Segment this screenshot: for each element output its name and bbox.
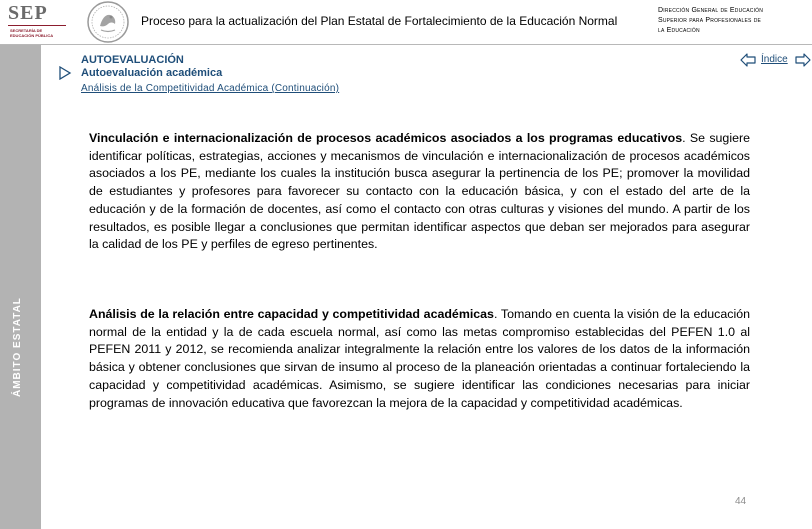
mexico-seal-icon [86,0,130,44]
paragraph-vinculacion [89,130,750,254]
section-link[interactable]: Análisis de la Competitividad Académica (Continuación) [81,83,340,94]
document-title: Proceso para la actualización del Plan Estatal de Fortalecimiento de la Educación Normal [141,14,618,28]
arrow-left-icon[interactable] [740,53,756,67]
sidebar [0,45,41,529]
paragraph-vinculacion-heading: Vinculación e internacionalización de procesos académicos asociados a los programas educativos [89,131,683,145]
header [0,0,812,44]
institution-line-2: Superior para Profesionales de [658,17,762,24]
paragraph-analisis-text: . Tomando en cuenta la visión de la educación normal de la entidad y la de cada escuela normal, así como las metas compromiso establecidas del PEFEN 1.0 al PEFEN 2011 y 2012, se recomienda analizar integralmente la relación entre los valores de los datos de la información básica y obtener conclusiones que sirvan de insumo al proceso de la planeación orientadas a continuar fortaleciendo la capacidad y competitividad académicas. Asimismo, se sugiere identificar las condiciones necesarias para iniciar programas de innovación educativa que favorezcan la mejora de la capacidad y competitividad académicas. [89,307,750,410]
sidebar-label: ÁMBITO ESTATAL [12,297,23,397]
index-link[interactable]: Índice [761,54,788,65]
paragraph-analisis-heading: Análisis de la relación entre capacidad y competitividad académicas [89,307,494,321]
play-triangle-icon [58,66,72,80]
sep-logo-subtitle-2: EDUCACIÓN PÚBLICA [10,33,54,38]
institution-name [658,6,803,36]
institution-line-1: Dirección General de Educación [658,7,764,14]
sep-logo-subtitle-1: SECRETARÍA DE [10,28,43,33]
section-title: AUTOEVALUACIÓN [81,54,184,66]
paragraph-vinculacion-text: . Se sugiere identificar políticas, estrategias, acciones y mecanismos de vinculación e internacionalización de procesos académicos asociados a los PE, mediante los cuales la institución busca asegurar la pertinencia de los PE; promover la movilidad de estudiantes y profesores para favorecer su contacto con la educación básica, y con el estado del arte de la educación y de la formación de docentes, así como el contacto con otras culturas y visiones del mundo. A partir de los resultados, es posible llegar a conclusiones que permitan identificar aspectos que deban ser mejorados para asegurar la calidad de los PE y perfiles de egreso pertinentes. [89,131,750,252]
sep-logo [2,2,72,42]
section-subtitle: Autoevaluación académica [81,67,223,79]
header-divider [0,44,812,45]
paragraph-analisis [89,306,750,412]
page-number: 44 [735,496,747,507]
sep-logo-text: SEP [8,2,48,24]
institution-line-3: la Educación [658,27,700,34]
sep-logo-rule [8,25,66,26]
arrow-right-icon[interactable] [795,53,811,67]
